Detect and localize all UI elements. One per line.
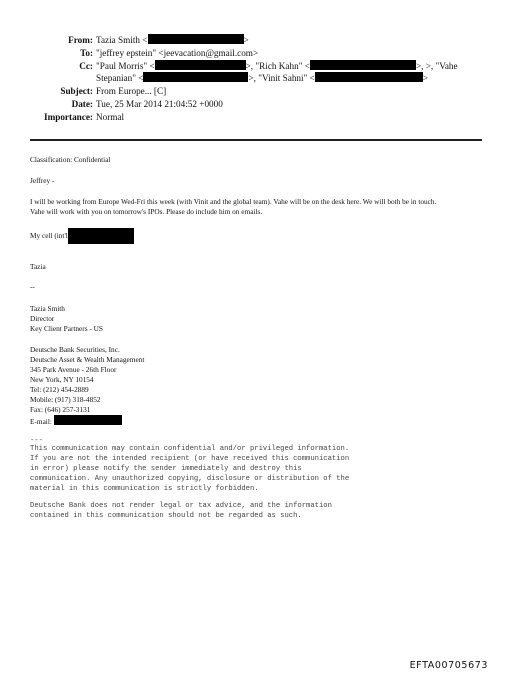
disclaimer-line-6: Deutsche Bank does not render legal or tax advice, and the information — [30, 502, 332, 510]
sig-tel: Tel: (212) 454-2889 — [30, 385, 89, 394]
cc-part: Stepanian" < — [96, 73, 144, 83]
cc-part: > — [422, 73, 428, 83]
redaction-box — [143, 72, 248, 82]
sig-email — [30, 415, 490, 427]
disclaimer-line-4: communication. Any unauthorized copying, disclosure or distribution of the — [30, 475, 350, 483]
redaction-box — [315, 72, 423, 82]
sig-title: Director — [30, 314, 55, 323]
classification-text: Classification: Confidential — [30, 155, 111, 164]
redaction-box — [310, 60, 416, 70]
redaction-box — [54, 415, 122, 425]
from-tail: > — [243, 35, 249, 45]
cc-part: >, "Rich Kahn" < — [245, 61, 310, 71]
sig-address-1: 345 Park Avenue - 26th Floor — [30, 365, 117, 374]
cc-value-line2 — [96, 72, 428, 85]
disclaimer-line-3: in error) please notify the sender immediately and destroy this — [30, 465, 302, 473]
date-label: Date: — [71, 99, 93, 109]
cc-part: >, "Vinit Sahni" < — [248, 73, 315, 83]
sig-name: Tazia Smith — [30, 304, 65, 313]
sig-company-1: Deutsche Bank Securities, Inc. — [30, 345, 120, 354]
disclaimer-line-7: contained in this communication should not be regarded as such. — [30, 512, 302, 520]
subject-label: Subject: — [60, 86, 93, 96]
subject-value: From Europe... [C] — [96, 86, 167, 96]
message-line-2: Vahe will work with you on tomorrow's IPOs. Please do include him on emails. — [30, 207, 263, 216]
header-divider — [30, 139, 482, 141]
signoff-text: Tazia — [30, 262, 46, 271]
redaction-box — [68, 228, 134, 244]
cc-part: "Paul Morris" < — [96, 61, 155, 71]
importance-value: Normal — [96, 112, 125, 122]
cc-label: Cc: — [79, 61, 93, 71]
date-value: Tue, 25 Mar 2014 21:04:52 +0000 — [96, 99, 223, 109]
disclaimer-line-2: If you are not the intended recipient (or have received this communication — [30, 455, 350, 463]
message-line-1: I will be working from Europe Wed-Fri this week (with Vinit and the global team). Vahe will be on the desk here. We will both be in touch. — [30, 197, 437, 206]
to-value: "jeffrey epstein" <jeevacation@gmail.com> — [96, 48, 259, 58]
disclaimer-line-5: material in this communication is strictly forbidden. — [30, 485, 259, 493]
document-id: EFTA00705673 — [409, 660, 488, 671]
greeting-text: Jeffrey - — [30, 176, 55, 185]
from-name: Tazia Smith < — [96, 35, 148, 45]
cell-label: My cell (int'l — [30, 231, 68, 240]
sig-company-2: Deutsche Asset & Wealth Management — [30, 355, 145, 364]
redaction-box — [155, 60, 246, 70]
sig-separator: -- — [30, 282, 35, 291]
redaction-box — [148, 34, 244, 44]
importance-label: Importance: — [44, 112, 93, 122]
sig-fax: Fax: (646) 257-3131 — [30, 405, 91, 414]
to-label: To: — [80, 48, 93, 58]
disclaimer-line-1: This communication may contain confidential and/or privileged information. — [30, 445, 350, 453]
email-label: E-mail: — [30, 417, 52, 426]
from-label: From: — [68, 35, 93, 45]
disclaimer-separator: --- — [30, 437, 43, 445]
sig-team: Key Client Partners - US — [30, 324, 103, 333]
from-value — [96, 34, 249, 47]
sig-mobile: Mobile: (917) 318-4852 — [30, 395, 101, 404]
cell-line — [30, 228, 490, 244]
sig-address-2: New York, NY 10154 — [30, 375, 94, 384]
cc-part: >, >, "Vahe — [415, 61, 458, 71]
